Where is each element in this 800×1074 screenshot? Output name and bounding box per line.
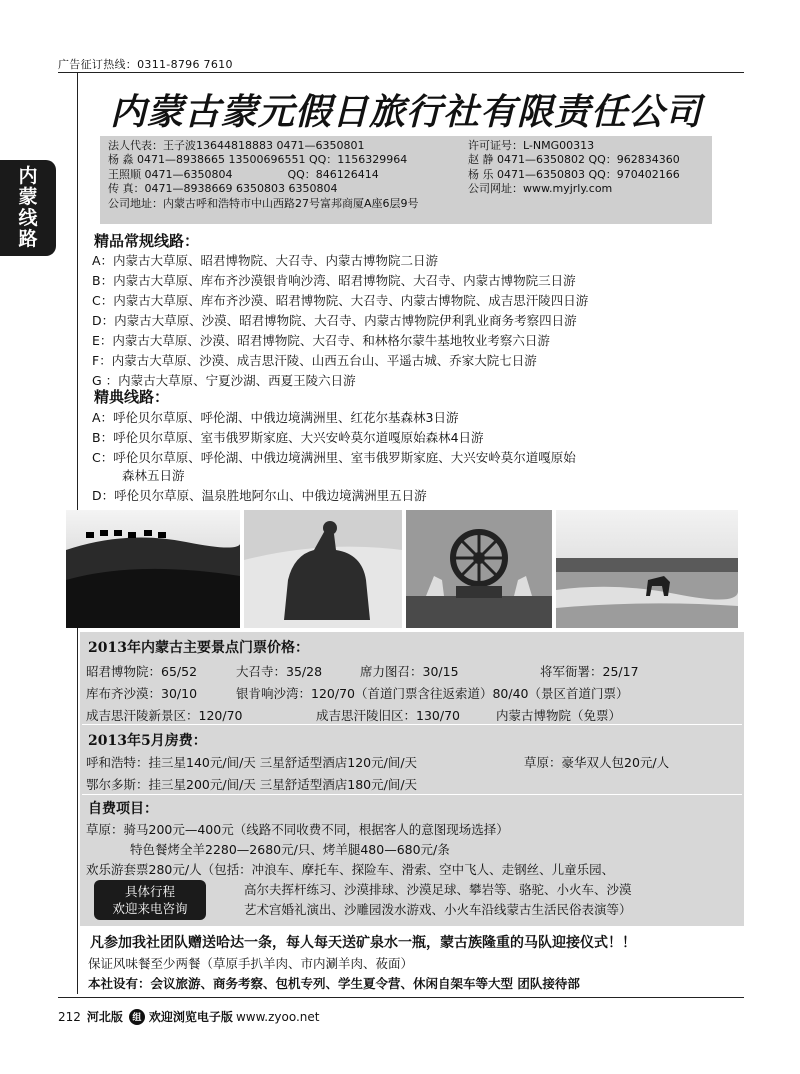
consult-line: 具体行程 (124, 884, 175, 899)
ticket-price: 库布齐沙漠：30/10 (86, 686, 198, 701)
services-list: 本社设有：会议旅游、商务考察、包机专列、学生夏令营、休闲自架车等大型 团队接待部 (88, 976, 580, 991)
ticket-prices-title: 2013年内蒙古主要景点门票价格： (88, 640, 309, 656)
meal-guarantee: 保证风味餐至少两餐（草原手扒羊肉、市内涮羊肉、莜面） (88, 956, 414, 971)
ticket-price: 大召寺：35/28 (236, 664, 323, 679)
grassland-horse-photo (556, 510, 738, 628)
contact-yang-miao: 杨 淼 0471—8938665 13500696551 QQ：1156329964 (108, 153, 408, 167)
contact-wang-zhaoshun: 王照顺 0471—6350804 QQ：846126414 (108, 167, 379, 181)
self-pay-item: 特色餐烤全羊2280—2680元/只、烤羊腿480—680元/条 (130, 842, 450, 857)
legal-rep: 法人代表：王子波13644818883 0471—6350801 (108, 139, 365, 152)
contact-info-box (100, 136, 712, 224)
regular-routes-title: 精品常规线路： (94, 232, 200, 250)
side-tab-char: 线 (18, 207, 38, 229)
self-pay-item: 欢乐游套票280元/人（包括：冲浪车、摩托车、探险车、滑索、空中飞人、走钢丝、儿童乐园、 (86, 862, 615, 877)
company-address: 公司地址：内蒙古呼和浩特市中山西路27号富邦商厦A座6层9号 (108, 196, 419, 210)
bottom-rule (58, 997, 744, 998)
camel-caravan-photo (66, 510, 240, 628)
section-divider (82, 794, 742, 795)
route-item: C：内蒙古大草原、库布齐沙漠、昭君博物院、大召寺、内蒙古博物院、成吉思汗陵四日游 (92, 293, 589, 308)
ticket-price: 席力图召：30/15 (360, 664, 459, 679)
self-pay-title: 自费项目： (88, 801, 158, 817)
ticket-price: 成吉思汗陵旧区：130/70 (316, 708, 460, 723)
side-tab-char: 内 (18, 165, 38, 187)
route-item: A：内蒙古大草原、昭君博物院、大召寺、内蒙古博物院二日游 (92, 253, 439, 268)
route-item: G ：内蒙古大草原、宁夏沙湖、西夏王陵六日游 (92, 373, 356, 388)
top-rule (58, 72, 744, 73)
ticket-price: 内蒙古博物院（免票） (496, 708, 622, 723)
room-rates-title: 2013年5月房费： (88, 733, 207, 749)
footer-url[interactable]: www.zyoo.net (235, 1009, 320, 1024)
edition-label: 河北版 (86, 1010, 123, 1024)
route-item: B：呼伦贝尔草原、室韦俄罗斯家庭、大兴安岭莫尔道嘎原始森林4日游 (92, 430, 484, 445)
side-tab-char: 蒙 (18, 186, 38, 208)
welcome-text: 欢迎浏览电子版 (148, 1010, 233, 1024)
route-item: E：内蒙古大草原、沙漠、昭君博物院、大召寺、和林格尔蒙牛基地牧业考察六日游 (92, 333, 550, 348)
ticket-price: 将军衙署：25/17 (540, 664, 639, 679)
section-divider (82, 724, 742, 725)
room-rate: 鄂尔多斯：挂三星200元/间/天 三星舒适型酒店180元/间/天 (86, 777, 418, 792)
side-tab-char: 路 (18, 228, 38, 250)
room-rate: 草原：豪华双人包20元/人 (524, 755, 670, 770)
company-website: 公司网址：www.myjrly.com (468, 182, 613, 196)
ticket-price: 银肯响沙湾：120/70（首道门票含往返索道）80/40（景区首道门票） (236, 686, 629, 701)
ticket-price: 昭君博物院：65/52 (86, 664, 198, 679)
promo-slogan: 凡参加我社团队赠送哈达一条，每人每天送矿泉水一瓶，蒙古族隆重的马队迎接仪式！！ (90, 935, 636, 951)
statue-photo (244, 510, 402, 628)
license-number: 许可证号：L-NMG00313 (468, 139, 595, 152)
self-pay-item: 草原：骑马200元—400元（线路不同收费不同，根据客人的意图现场选择） (86, 822, 509, 837)
room-rate: 呼和浩特：挂三星140元/间/天 三星舒适型酒店120元/间/天 (86, 755, 418, 770)
route-item: D：呼伦贝尔草原、温泉胜地阿尔山、中俄边境满洲里五日游 (92, 488, 427, 503)
contact-zhao-jing: 赵 静 0471—6350802 QQ：962834360 (468, 153, 680, 167)
self-pay-item: 艺术宫婚礼演出、沙雕园泼水游戏、小火车沿线蒙古生活民俗表演等） (244, 902, 632, 917)
page-number: 212 (58, 1009, 81, 1024)
dharma-wheel-photo (406, 510, 552, 628)
page-footer (58, 1008, 319, 1025)
classic-routes-title: 精典线路： (94, 388, 170, 406)
publisher-logo-icon: 组 (129, 1009, 145, 1025)
ad-hotline: 广告征订热线：0311-8796 7610 (58, 58, 233, 71)
ticket-price: 成吉思汗陵新景区：120/70 (86, 708, 243, 723)
self-pay-item: 高尔夫挥杆练习、沙漠排球、沙漠足球、攀岩等、骆驼、小火车、沙漠 (244, 882, 632, 897)
contact-yang-le: 杨 乐 0471—6350803 QQ：970402166 (468, 167, 680, 181)
photo-strip (66, 510, 738, 628)
route-item: A：呼伦贝尔草原、呼伦湖、中俄边境满洲里、红花尔基森林3日游 (92, 410, 459, 425)
route-item: F：内蒙古大草原、沙漠、成吉思汗陵、山西五台山、平遥古城、乔家大院七日游 (92, 353, 537, 368)
company-title: 内蒙古蒙元假日旅行社有限责任公司 (109, 92, 702, 133)
consult-badge (94, 880, 206, 920)
route-item: C：呼伦贝尔草原、呼伦湖、中俄边境满洲里、室韦俄罗斯家庭、大兴安岭莫尔道嘎原始 (92, 450, 576, 465)
section-side-tab (0, 160, 56, 256)
route-item-continuation: 森林五日游 (122, 468, 185, 483)
route-item: D：内蒙古大草原、沙漠、昭君博物院、大召寺、内蒙古博物院伊利乳业商务考察四日游 (92, 313, 577, 328)
fax-numbers: 传 真：0471—8938669 6350803 6350804 (108, 182, 338, 196)
route-item: B：内蒙古大草原、库布齐沙漠银肯响沙湾、昭君博物院、大召寺、内蒙古博物院三日游 (92, 273, 576, 288)
consult-line: 欢迎来电咨询 (112, 901, 188, 916)
